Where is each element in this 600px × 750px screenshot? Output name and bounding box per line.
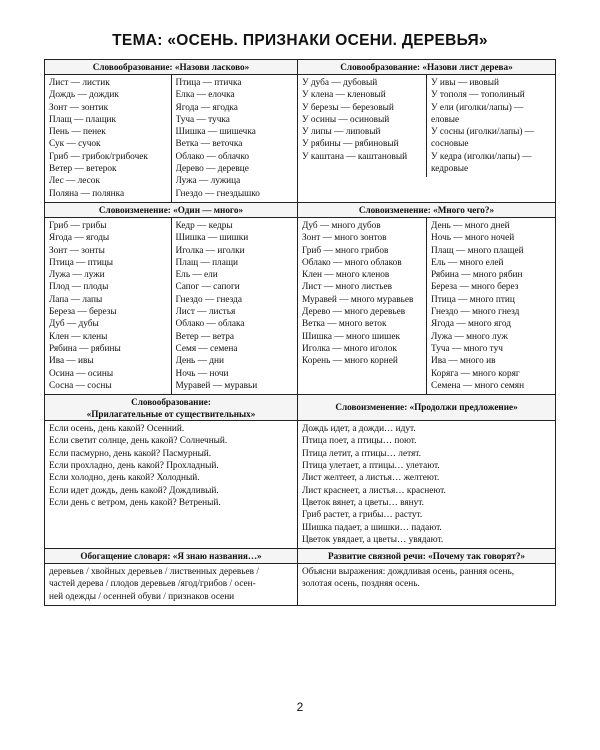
- word-pair: Береза — много берез: [431, 282, 519, 293]
- word-pair: Шишка — шишечка: [175, 127, 256, 138]
- text-line: золотая осень, поздняя осень.: [302, 579, 420, 590]
- word-pair: Зонт — много зонтов: [302, 233, 387, 244]
- word-pair: Плащ — много плащей: [431, 245, 524, 256]
- text-line: Цветок вянет, а цветы… вянут.: [302, 497, 424, 508]
- word-pair: У рябины — рябиновый: [302, 139, 399, 150]
- block-many-what: [298, 203, 555, 394]
- word-pair: Дерево — деревце: [175, 164, 249, 175]
- word-pair: День — дни: [175, 356, 224, 367]
- word-column: [426, 218, 555, 394]
- block-continue-sentence: [298, 395, 555, 548]
- page-number: 2: [296, 700, 304, 714]
- text-line: деревьев / хвойных деревьев / лиственных деревьев /: [49, 567, 259, 578]
- word-pair: Ягода — ягодка: [175, 102, 238, 113]
- word-pair: У сосны (иголки/лапы) —: [431, 127, 535, 138]
- word-pair: Сапог — сапоги: [175, 282, 240, 293]
- block-affectionate: [45, 60, 298, 202]
- text-line: Цветок увядает, а цветы… увядают.: [302, 534, 444, 545]
- text-line: Если прохладно, день какой? Прохладный.: [49, 461, 219, 472]
- word-pair: Ель — ели: [175, 270, 218, 281]
- word-column: [171, 75, 298, 202]
- page-title: ТЕМА: «ОСЕНЬ. ПРИЗНАКИ ОСЕНИ. ДЕРЕВЬЯ»: [112, 32, 488, 49]
- text-line: Птица улетает, а птицы… улетают.: [302, 461, 440, 472]
- word-pair: Ягода — много ягод: [431, 319, 511, 330]
- word-pair: У березы — березовый: [302, 102, 394, 113]
- section-word-change: [45, 203, 555, 395]
- word-pair: Ветер — ветра: [175, 331, 235, 342]
- word-pair: У тополя — тополиный: [431, 90, 525, 101]
- word-pair: сосновые: [431, 139, 469, 150]
- word-pair: Ива — много ив: [431, 356, 496, 367]
- word-pair: У каштана — каштановый: [302, 151, 408, 162]
- word-pair: У липы — липовый: [302, 127, 381, 138]
- block-header: Словоизменение: «Много чего?»: [298, 203, 555, 218]
- word-pair: Дождь — дождик: [49, 90, 119, 101]
- word-pair: Елка — елочка: [175, 90, 235, 101]
- word-column: [45, 75, 171, 202]
- word-pair: Ива — ивы: [49, 356, 94, 367]
- word-column: [298, 75, 426, 177]
- word-column: [171, 218, 298, 394]
- word-pair: Клен — клены: [49, 331, 108, 342]
- word-pair: Гнездо — гнездышко: [175, 188, 260, 199]
- block-header: Развитие связной речи: «Почему так говорят?»: [298, 549, 555, 564]
- block-header: Словообразование: «Назови лист дерева»: [298, 60, 555, 75]
- word-pair: Сук — сучок: [49, 139, 101, 150]
- word-pair: Плащ — плащи: [175, 257, 238, 268]
- block-header-line: Словообразование:: [131, 397, 211, 408]
- text-line: Гриб растет, а грибы… растут.: [302, 510, 423, 521]
- text-line: ней одежды / осенней обуви / признаков осени: [49, 591, 235, 602]
- block-header: Словоизменение: «Продолжи предложение»: [298, 395, 555, 421]
- block-i-know-names: [45, 549, 298, 605]
- word-pair: Туча — много туч: [431, 343, 503, 354]
- word-pair: Птица — птицы: [49, 257, 114, 268]
- section-vocabulary: [45, 549, 555, 605]
- text-line: Объясни выражения: дождливая осень, ранняя осень,: [302, 567, 515, 578]
- word-pair: Лист — листик: [49, 78, 110, 88]
- word-pair: Шишка — много шишек: [302, 331, 400, 342]
- text-line: Дождь идет, а дожди… идут.: [302, 424, 416, 435]
- word-pair: Поляна — полянка: [49, 188, 125, 199]
- word-pair: Гриб — грибок/грибочек: [49, 151, 148, 162]
- word-pair: Береза — березы: [49, 307, 117, 318]
- word-pair: Гнездо — гнезда: [175, 294, 242, 305]
- word-pair: Зонт — зонтик: [49, 102, 109, 113]
- word-pair: Корень — много корней: [302, 356, 398, 367]
- word-pair: У ивы — ивовый: [431, 78, 500, 88]
- word-pair: Дуб — дубы: [49, 319, 99, 330]
- word-pair: Облако — облачко: [175, 151, 250, 162]
- sentence-list: [298, 564, 555, 593]
- word-pair: Пень — пенек: [49, 127, 106, 138]
- block-leaf-names: [298, 60, 555, 202]
- word-column: [298, 218, 426, 394]
- word-pair: еловые: [431, 114, 460, 125]
- word-pair: Ветер — ветерок: [49, 164, 117, 175]
- section-sentences: [45, 395, 555, 549]
- word-pair: Ель — много елей: [431, 257, 504, 268]
- text-line: частей дерева / плодов деревьев /ягод/грибов / осен-: [49, 579, 256, 590]
- word-pair: Семена — много семян: [431, 380, 525, 391]
- worksheet-table: [44, 59, 556, 606]
- block-header: Словоизменение: «Один — много»: [45, 203, 297, 218]
- word-pair: Гриб — много грибов: [302, 245, 389, 256]
- block-adjectives: [45, 395, 298, 548]
- word-pair: Ветка — веточка: [175, 139, 243, 150]
- word-pair: Облако — облака: [175, 319, 245, 330]
- word-pair: У ели (иголки/лапы) —: [431, 102, 524, 113]
- text-line: Если светит солнце, день какой? Солнечный.: [49, 436, 228, 447]
- sentence-list: [45, 421, 297, 511]
- word-pair: Туча — тучка: [175, 114, 230, 125]
- word-pair: У кедра (иголки/лапы) —: [431, 151, 532, 162]
- block-header: [45, 395, 297, 421]
- word-pair: Плащ — плащик: [49, 114, 116, 125]
- word-pair: Кедр — кедры: [175, 220, 233, 231]
- word-pair: Шишка — шишки: [175, 233, 249, 244]
- word-pair: Ночь — ночи: [175, 368, 229, 379]
- block-why-say: [298, 549, 555, 605]
- word-pair: Лес — лесок: [49, 176, 100, 187]
- word-column: [45, 218, 171, 394]
- word-pair: Облако — много облаков: [302, 257, 402, 268]
- word-pair: Ягода — ягоды: [49, 233, 110, 244]
- word-pair: Птица — птичка: [175, 78, 242, 88]
- word-pair: Дерево — много деревьев: [302, 307, 406, 318]
- text-line: Если идет дождь, день какой? Дождливый.: [49, 485, 219, 496]
- block-one-many: [45, 203, 298, 394]
- word-column: [426, 75, 555, 177]
- word-pair: Иголка — иголки: [175, 245, 245, 256]
- word-pair: Ветка — много веток: [302, 319, 387, 330]
- word-pair: Муравей — муравьи: [175, 380, 258, 391]
- word-pair: Иголка — много иголок: [302, 343, 397, 354]
- word-pair: У дуба — дубовый: [302, 78, 378, 88]
- word-pair: Клен — много кленов: [302, 270, 390, 281]
- word-pair: Коряга — много коряг: [431, 368, 520, 379]
- word-pair: Гриб — грибы: [49, 220, 107, 231]
- word-pair: Лист — много листьев: [302, 282, 393, 293]
- text-line: Птица поет, а птицы… поют.: [302, 436, 417, 447]
- word-pair: Рябина — рябины: [49, 343, 121, 354]
- text-line: Шишка падает, а шишки… падают.: [302, 522, 442, 533]
- word-pair: Плод — плоды: [49, 282, 109, 293]
- word-pair: Лист — листья: [175, 307, 236, 318]
- word-pair: Лужа — лужица: [175, 176, 241, 187]
- block-header-line: «Прилагательные от существительных»: [86, 409, 256, 420]
- word-pair: Муравей — много муравьев: [302, 294, 414, 305]
- word-pair: Зонт — зонты: [49, 245, 105, 256]
- section-word-formation: [45, 60, 555, 203]
- text-line: Лист желтеет, а листья… желтеют.: [302, 473, 440, 484]
- word-pair: Птица — много птиц: [431, 294, 515, 305]
- word-pair: Ночь — много ночей: [431, 233, 515, 244]
- word-pair: Дуб — много дубов: [302, 220, 381, 231]
- word-pair: Осина — осины: [49, 368, 114, 379]
- block-header: Обогащение словаря: «Я знаю названия…»: [45, 549, 297, 564]
- sentence-list: [45, 564, 297, 605]
- text-line: Если холодно, день какой? Холодный.: [49, 473, 200, 484]
- text-line: Если осень, день какой? Осенний.: [49, 424, 185, 435]
- word-pair: Семя — семена: [175, 343, 238, 354]
- word-pair: У клена — кленовый: [302, 90, 386, 101]
- word-pair: День — много дней: [431, 220, 510, 231]
- text-line: Если день с ветром, день какой? Ветреный.: [49, 497, 221, 508]
- word-pair: У осины — осиновый: [302, 114, 390, 125]
- word-pair: Сосна — сосны: [49, 380, 112, 391]
- text-line: Птица летит, а птицы… летят.: [302, 448, 421, 459]
- sentence-list: [298, 421, 555, 548]
- word-pair: Лапа — лапы: [49, 294, 103, 305]
- text-line: Если пасмурно, день какой? Пасмурный.: [49, 448, 212, 459]
- word-pair: Рябина — много рябин: [431, 270, 523, 281]
- text-line: Лист краснеет, а листья… краснеют.: [302, 485, 446, 496]
- word-pair: кедровые: [431, 164, 469, 175]
- word-pair: Лужа — много луж: [431, 331, 508, 342]
- word-pair: Гнездо — много гнезд: [431, 307, 520, 318]
- block-header: Словообразование: «Назови ласково»: [45, 60, 297, 75]
- word-pair: Лужа — лужи: [49, 270, 105, 281]
